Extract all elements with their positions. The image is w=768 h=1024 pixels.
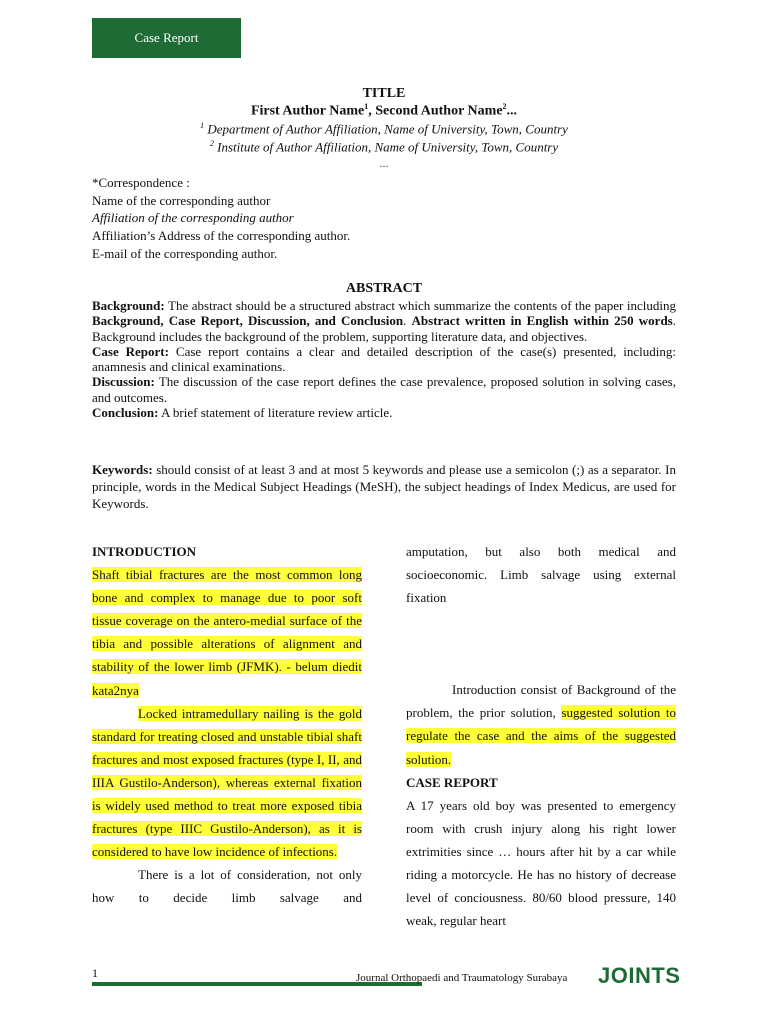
abstract-discussion (92, 374, 676, 405)
first-author: First Author Name (250, 103, 365, 119)
affiliation-more: ... (379, 156, 389, 170)
background-text-1: The abstract should be a structured abstract which summarize the contents of the paper including (164, 298, 676, 313)
joints-logo: JOINTS (598, 963, 681, 988)
intro-p4-highlight: suggested solution to regulate the case and the aims of the suggested solution. (406, 705, 676, 767)
intro-p4-plain: Introduction consist of Background of the problem, the prior solution, (406, 682, 676, 721)
case-label: Case Report: (92, 343, 169, 359)
intro-paragraph-3-cont: amputation, but also both medical and socioeconomic. Limb salvage using external fixation (406, 544, 676, 606)
correspondence-affiliation: Affiliation of the corresponding author (92, 210, 294, 226)
intro-p1-text: Shaft tibial fractures are the most common long bone and complex to manage due to poor soft tissue coverage on the antero-medial surface of the tibia and possible alterations of alignment and stability of the lower limb (JFMK). - belum diedit kata2nya (92, 567, 362, 698)
background-label: Background: (92, 298, 165, 313)
article-type-badge: Case Report (92, 18, 241, 58)
intro-p2-text: Locked intramedullary nailing is the gold standard for treating closed and unstable tibial shaft fractures and most exposed fractures (type I, II, and IIIA Gustilo-Anderson), whereas external fixation is widely used method to treat more exposed tibia fractures (type IIIC Gustilo-Anderson), as it is considered to have low incidence of infections. (92, 705, 362, 860)
correspondence-email: E-mail of the corresponding author. (92, 245, 278, 261)
intro-paragraph-3: There is a lot of consideration, not only how to decide limb salvage and (92, 867, 362, 906)
aff2-sup: 2 (209, 139, 214, 148)
left-column (92, 540, 362, 910)
conclusion-label: Conclusion: (92, 405, 159, 421)
abstract-conclusion (92, 405, 676, 420)
keywords-block (92, 461, 676, 512)
keywords-text: should consist of at least 3 and at most 5 keywords and please use a semicolon (;) as a separator. In principle, words in the Medical Subject Headings (MeSH), the subject headings of Index Medicus, are used for Keywords. (92, 462, 676, 511)
aff1-text: Department of Author Affiliation, Name of University, Town, Country (204, 121, 568, 137)
affiliation-2 (92, 139, 676, 155)
author-line (92, 102, 676, 120)
correspondence-block (92, 174, 676, 263)
abstract-body (92, 298, 676, 420)
abstract-heading: ABSTRACT (345, 281, 423, 296)
keywords-paragraph (92, 461, 676, 512)
affiliation-1 (92, 121, 676, 137)
correspondence-label: *Correspondence : (92, 175, 190, 190)
keywords-label: Keywords: (92, 462, 153, 477)
intro-paragraph-4 (406, 678, 676, 770)
correspondence-address: Affiliation’s Address of the corresponding author. (92, 228, 351, 244)
paper-title: TITLE (362, 86, 406, 101)
aff1-sup: 1 (200, 121, 205, 130)
discussion-text: The discussion of the case report defines the case prevalence, proposed solution in solving cases, and outcomes. (92, 374, 676, 405)
background-bold-2: Abstract written in English within 250 words (411, 313, 673, 329)
abstract-background (92, 298, 676, 344)
conclusion-text: A brief statement of literature review article. (158, 405, 393, 421)
page-number: 1 (92, 966, 98, 980)
background-text-3: . Background includes the background of the problem, supporting literature data, and objectives. (92, 313, 676, 344)
correspondence-name: Name of the corresponding author (92, 192, 271, 208)
aff2-text: Institute of Author Affiliation, Name of University, Town, Country (213, 139, 559, 155)
background-text-2: . (403, 313, 412, 329)
case-report-heading: CASE REPORT (406, 774, 498, 790)
intro-paragraph-1 (92, 563, 362, 702)
column-spacer (406, 609, 676, 678)
case-text: Case report contains a clear and detailed description of the case(s) presented, including: anamnesis and clinical examinations. (92, 343, 676, 375)
author2-sup: 2 (502, 102, 507, 111)
abstract-case-report (92, 344, 676, 375)
background-bold-1: Background, Case Report, Discussion, and Conclusion (92, 313, 404, 329)
footer-journal-name: Journal Orthopaedi and Traumatology Surabaya (356, 972, 568, 984)
introduction-heading: INTRODUCTION (92, 544, 197, 559)
discussion-label: Discussion: (92, 374, 155, 390)
case-report-paragraph-1: A 17 years old boy was presented to emergency room with crush injury along his right lower extrimities since … hours after hit by a car while riding a motorcycle. He has no history of decrease level of conciousness. 80/60 blood pressure, 140 weak, regular heart (406, 797, 676, 929)
right-column (406, 540, 676, 932)
intro-paragraph-2 (92, 702, 362, 864)
author-ellipsis: ... (506, 103, 518, 119)
second-author: , Second Author Name (368, 103, 503, 119)
author1-sup: 1 (364, 102, 369, 111)
